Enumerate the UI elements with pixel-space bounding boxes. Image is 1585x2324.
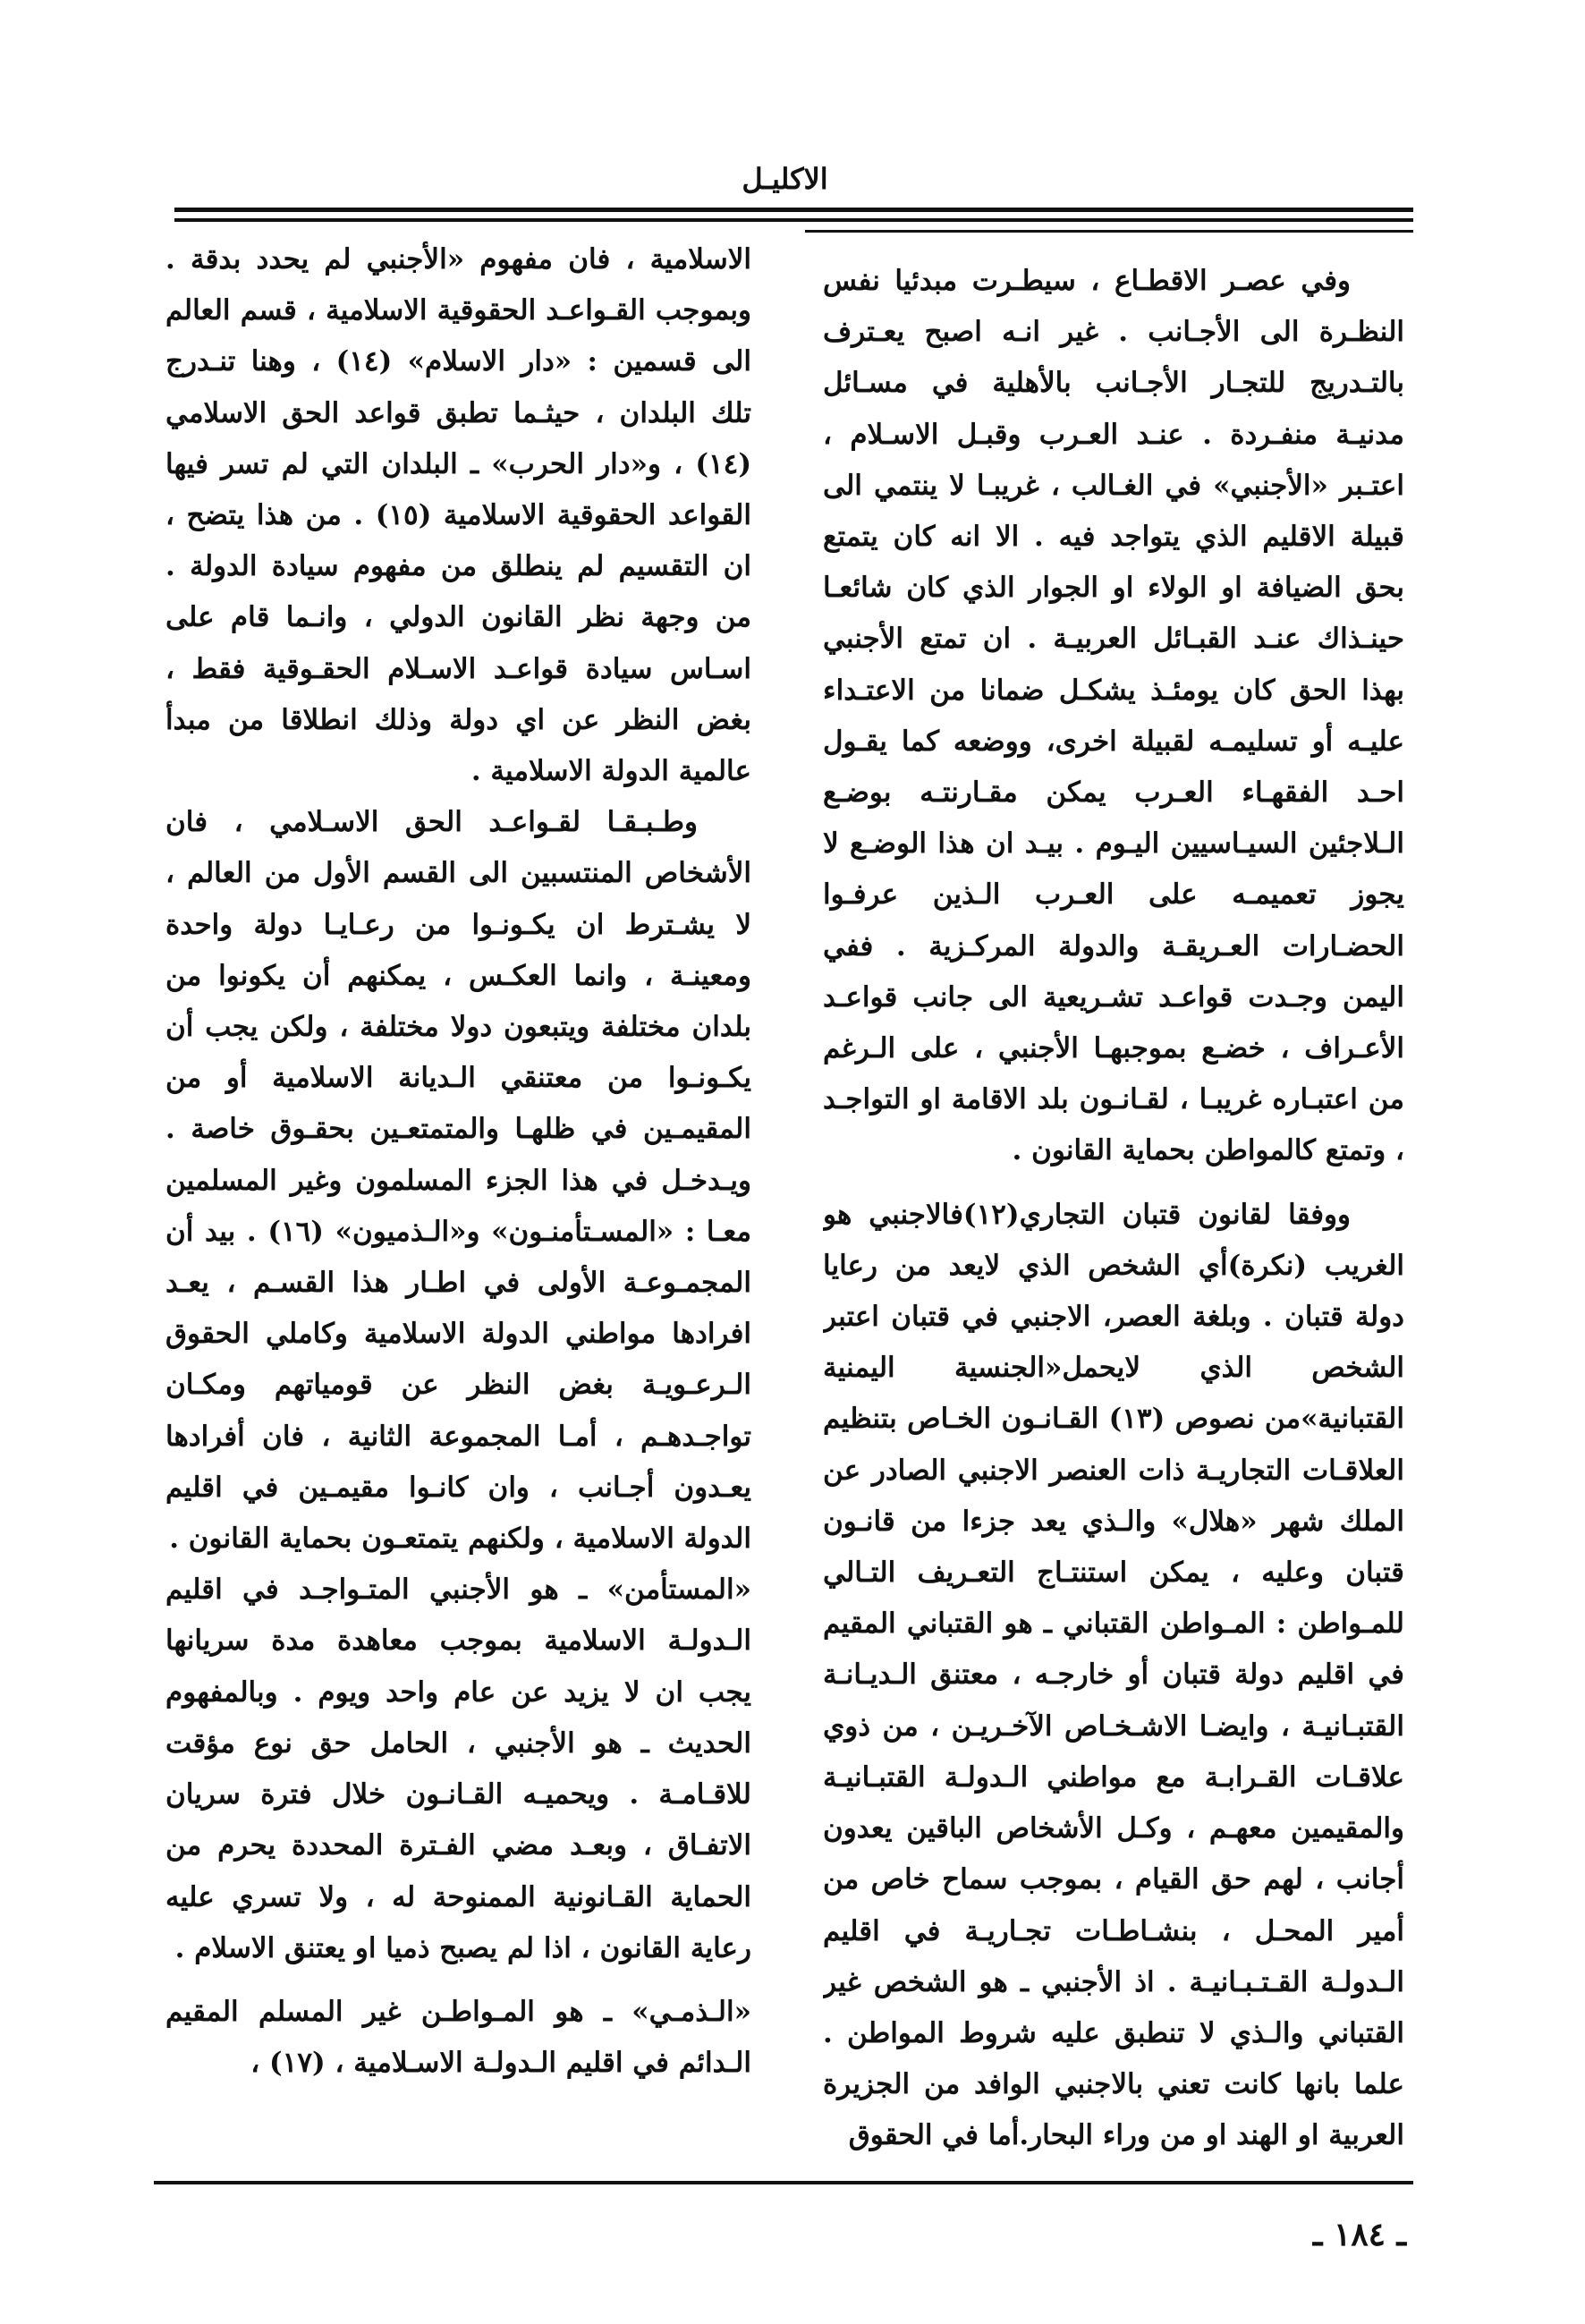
header-rule-middle xyxy=(174,218,1413,222)
paragraph: الاسلامية ، فان مفهوم «الأجنبي لم يحدد بدقة . وبموجب القـواعـد الحقوقية الاسلامية ، قسم العالم الى قسمين : «دار الاسلام» (١٤) ، وهنا تنـدرج تلك البلدان ، حيثـما تطبق قواعد الحق الاسلامي (١٤) ، و«دار الحرب» ـ البلدان التي لم تسر فيها القواعد الحقوقية الاسلامية (١٥) . من هذا يتضح ، ان التقسيم لم ينطلق من مفهوم سيادة الدولة . من وجهة نظر القانون الدولي ، وانـما قام على اسـاس سيادة قواعـد الاسـلام الحقـوقية فقط ، بغض النظر عن اي دولة وذلك انطلاقا من مبدأ عالمية الدولة الاسلامية . xyxy=(165,243,751,788)
paragraph: وطـبـقـا لقـواعـد الحق الاسـلامي ، فان الأشخاص المنتسبين الى القسم الأول من العالم ، لا يشـترط ان يكـونـوا من رعـايـا دولة واحدة ومعينـة ، وانما العكـس ، يمكنهم أن يكونوا من بلدان مختلفة ويتبعون دولا مختلفة ، ولكن يجب أن يكـونـوا من معتنقي الـديانة الاسلامية أو من المقيمـين في ظلهـا والمتمتعـين بحقـوق خاصة . ويـدخـل في هذا الجزء المسلمون وغير المسلمين معـا : «المسـتأمنـون» و«الـذميون» (١٦) . بيد أن المجمـوعـة الأولى في اطـار هذا القسـم ، يعـد افرادها مواطني الدولة الاسلامية وكاملي الحقوق الـرعـويـة بغض النظر عن قومياتهم ومكـان تواجـدهـم ، أمـا المجموعة الثانية ، فان أفرادها يعـدون أجـانب ، وان كانـوا مقيمـين في اقليم الدولة الاسلامية ، ولكنهم يتمتعـون بحماية القانون . xyxy=(165,806,751,1556)
page-number: ـ ١٨٤ ـ xyxy=(1312,2216,1407,2253)
running-header: الاكليـل xyxy=(742,162,828,196)
header-rule-short xyxy=(805,230,1413,233)
paragraph: وفي عصـر الاقطـاع ، سيطـرت مبدئيا نفس النظـرة الى الأجـانب . غير انـه اصبح يعـترف بالتـدريج للتجـار الأجـانب بالأهلية في مسـائل مدنيـة منفـردة . عنـد العـرب وقبـل الاسـلام ، اعتـبر «الأجنبي» في الغـالب ، غريبـا لا ينتمي الى قبيلة الاقليم الذي يتواجد فيه . الا انه كان يتمتع بحق الضيافة او الولاء او الجوار الذي كان شائعـا حينـذاك عنـد القبـائل العربيـة . ان تمتع الأجنبي بهذا الحق كان يومئـذ يشكـل ضمانا من الاعتـداء عليـه أو تسليمـه لقبيلة اخرى، ووضعه كما يقـول احـد الفقهـاء العـرب يمكن مقـارنتـه بوضـع الـلاجئين السيـاسيين اليـوم . بيـد ان هذا الوضـع لا يجوز تعميمـه على العـرب الـذين عرفـوا الحضـارات العـريقـة والدولة المركـزية . ففي اليمن وجـدت قواعـد تشـريعية الى جانب قواعـد الأعـراف ، خضـع بموجبهـا الأجنبي ، على الـرغم من اعتبـاره غريبـا ، لقـانـون بلد الاقامة او التواجـد ، وتمتع كالمواطن بحماية القانون . xyxy=(823,265,1404,1167)
right-text-column xyxy=(823,256,1404,2188)
footer-rule xyxy=(154,2181,1413,2184)
left-text-column xyxy=(165,234,751,2167)
paragraph: «المستأمن» ـ هو الأجنبي المتـواجـد في اقليم الـدولـة الاسلامية بموجب معاهدة مدة سريانها يجب ان لا يزيد عن عام واحد ويوم . وبالمفهوم الحديث ـ هو الأجنبي ، الحامل حق نوع مؤقت للاقـامـة . ويحميـه القـانـون خلال فترة سريان الاتفـاق ، وبعـد مضي الفـترة المحددة يحرم من الحماية القـانونية الممنوحة له ، ولا تسري عليه رعاية القانون ، اذا لم يصبح ذميا او يعتنق الاسلام . xyxy=(165,1573,751,1964)
paragraph: «الـذمـي» ـ هو المـواطـن غير المسلم المقيم الـدائم في اقليم الـدولـة الاسـلامية ، (١٧) ، xyxy=(165,1995,751,2080)
header-rule-top xyxy=(174,208,1413,212)
paragraph: ووفقا لقانون قتبان التجاري(١٢)فالاجنبي هو الغريب (نكرة)أي الشخص الذي لايعد من رعايا دولة قتبان . وبلغة العصر، الاجنبي في قتبان اعتبر الشخص الذي لايحمل«الجنسية اليمنية القتبانية»من نصوص (١٣) القـانـون الخـاص بتنظيم العلاقـات التجاريـة ذات العنصر الاجنبي الصادر عن الملك شهر «هلال» والـذي يعد جزءا من قانـون قتبان وعليه ، يمكن استنتـاج التعـريف التـالي للمـواطن : المـواطن القتباني ـ هو القتباني المقيم في اقليم دولة قتبان أو خارجـه ، معتنق الـديـانـة القتبـانيـة ، وايضـا الاشـخـاص الآخـريـن ، من ذوي علاقـات القـرابـة مع مواطني الـدولـة القتبـانيـة والمقيمين معهـم ، وكـل الأشخاص الباقين يعدون أجانب ، لهم حق القيام ، بموجب سماح خاص من أمير المحـل ، بنشـاطـات تجـاريـة في اقليم الـدولـة القـتـبـانيـة . اذ الأجنبي ـ هو الشخص غير القتباني والـذي لا تنطبق عليه شروط المواطن . علما بانها كانت تعني بالاجنبي الوافد من الجزيرة العربية او الهند او من وراء البحار.أما في الحقوق xyxy=(823,1198,1404,2152)
